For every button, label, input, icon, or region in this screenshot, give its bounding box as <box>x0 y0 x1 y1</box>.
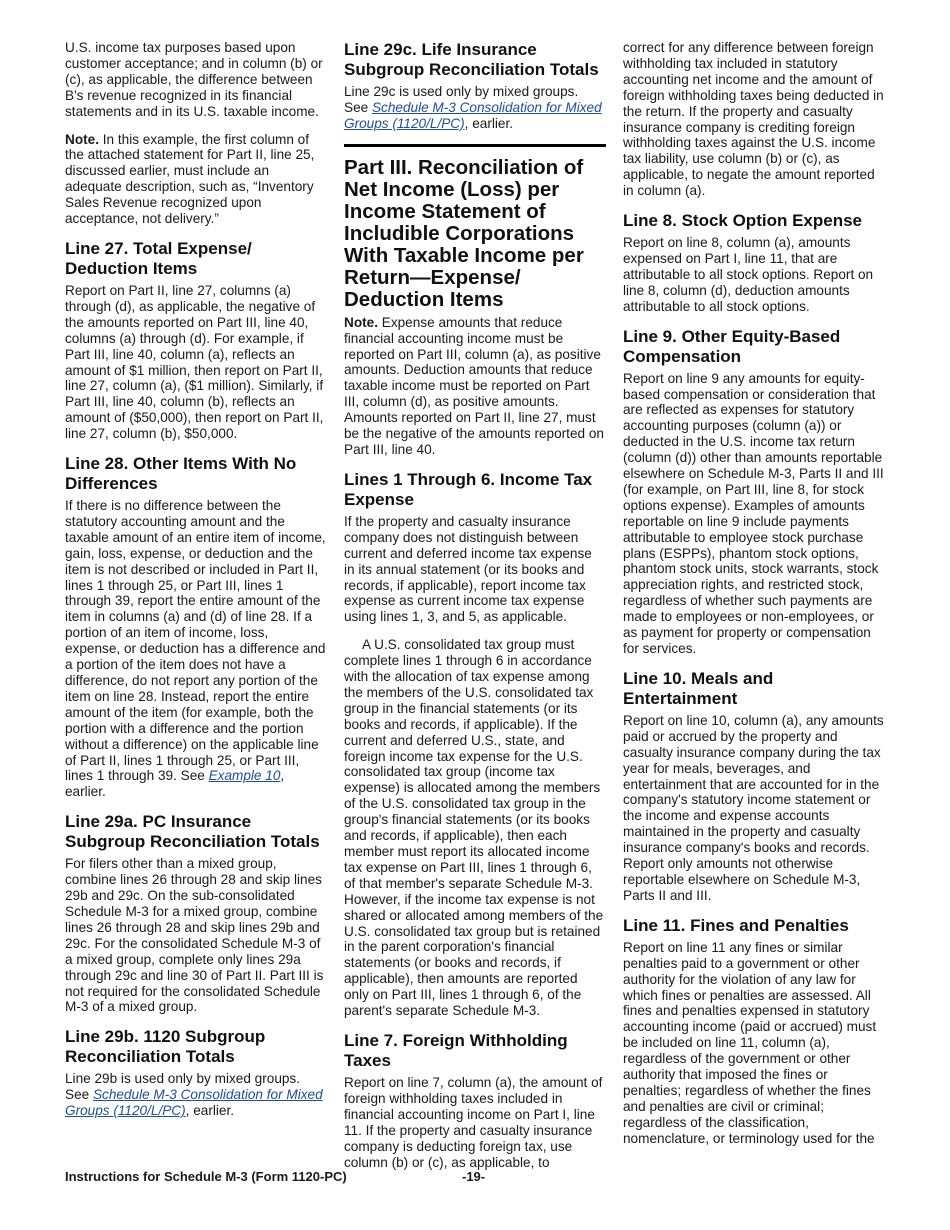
line-28-text: If there is no difference between the statutory accounting amount and the taxable amount of an entire item of income, gain, loss, expense, or deduction and the item is not described or included in Part II, lines 1 through 25, or Part III, lines 1 through 39, report the entire amount of the item in columns (a) and (d) of line 28. If a portion of an item of income, loss, expense, or deduction has a difference and a portion of the item does not have a difference, do not report any portion of the item on line 28. Instead, report the entire amount of the item (for example, both the portion with a difference and the portion without a difference) on the applicable line of Part II, lines 1 through 25, or Part III, lines 1 through 39. See <box>65 498 326 784</box>
paragraph-lines-1-6: If the property and casualty insurance company does not distinguish between current and deferred income tax expense in its annual statement (or its books and records, if applicable), report income tax expense as current income tax expense using lines 1, 3, and 5, as applicable. <box>344 513 592 625</box>
column-left <box>65 40 327 1131</box>
paragraph-line-9: Report on line 9 any amounts for equity-based compensation or consideration that are reflected as expenses for statutory accounting purposes (column (a)) or deducted in the U.S. income tax return (column (d)) other than amounts reportable elsewhere on Schedule M-3, Parts II and III (for example, on Part III, line 8, for stock options expense). Examples of amounts reportable on line 9 include payments attributable to employee stock purchase plans (ESPPs), phantom stock options, phantom stock units, stock warrants, stock appreciation rights, and restricted stock, regardless of whether such payments are made to employees or non-employees, or as payment for property or compensation for services. <box>623 370 884 656</box>
heading-line-10: Line 10. Meals and Entertainment <box>623 668 774 708</box>
heading-line-29a: Line 29a. PC Insurance Subgroup Reconciliation Totals <box>65 812 320 852</box>
paragraph-line-29a: For filers other than a mixed group, combine lines 26 through 28 and skip lines 29b and 29c. On the sub-consolidated Schedule M-3 for a mixed group, combine lines 26 through 28 and skip lines 29b and 29c. For the consolidated Schedule M-3 of a mixed group, complete only lines 29a through 29c and line 30 of Part II. Part III is not required for the consolidated Schedule M-3 of a mixed group. <box>65 856 324 1015</box>
note-example <box>65 132 327 227</box>
mixed-groups-link-29b[interactable]: Schedule M-3 Consolidation for Mixed Groups (1120/L/PC) <box>65 1087 323 1119</box>
note-label: Note. <box>65 131 99 147</box>
paragraph-line-8: Report on line 8, column (a), amounts expensed on Part I, line 11, that are attributable to all stock options. Report on line 8, column (d), deduction amounts attributable to all stock options. <box>623 235 874 314</box>
paragraph-line-11: Report on line 11 any fines or similar penalties paid to a government or other authority for the violation of any law for which fines or penalties are assessed. All fines and penalties expensed in statutory accounting income (paid or accrued) must be included on line 11, column (a), regardless of the government or other authority that imposed the fines or penalties; regardless of whether the fines and penalties are civil or criminal; regardless of the classification, nomenclature, or terminology used for the <box>623 939 877 1146</box>
heading-line-8: Line 8. Stock Option Expense <box>623 211 862 231</box>
heading-line-27: Line 27. Total Expense/ Deduction Items <box>65 238 252 278</box>
page-number: -19- <box>462 1169 486 1184</box>
heading-line-7: Line 7. Foreign Withholding Taxes <box>344 1030 568 1070</box>
heading-line-9: Line 9. Other Equity-Based Compensation <box>623 326 841 366</box>
heading-lines-1-6: Lines 1 Through 6. Income Tax Expense <box>344 469 593 509</box>
example-10-link[interactable]: Example 10 <box>208 768 281 784</box>
note-text: In this example, the first column of the attached statement for Part II, line 25, discussed earlier, must include an adequate description, such as, “Inventory Sales Revenue recognized upon acceptance, not delivery.” <box>65 131 315 227</box>
paragraph-consolidated-group: A U.S. consolidated tax group must complete lines 1 through 6 in accordance with the allocation of tax expense among the members of the U.S. consolidated tax group in the financial statements (or its books and records, if applicable). If the current and deferred U.S., state, and foreign income tax expense for the U.S. consolidated tax group (income tax expense) is allocated among the members of the U.S. consolidated tax group in the group's financial statements (or its books and records, if applicable), then each member must report its allocated income tax expense on Part III, lines 1 through 6, of that member's separate Schedule M-3. However, if the income tax expense is not shared or allocated among members of the U.S. consolidated tax group but is retained in the parent corporation's financial statements (or books and records, if applicable), then amounts are reported only on Part III, lines 1 through 6, of the parent's separate Schedule M-3. <box>344 637 604 1019</box>
heading-line-28: Line 28. Other Items With No Differences <box>65 454 297 494</box>
page-footer <box>65 1169 885 1187</box>
heading-part-3: Part III. Reconciliation of Net Income (Loss) per Income Statement of Includible Corporations With Taxable Income per Return—Expense/ Deduction Items <box>344 155 584 311</box>
part-divider-rule <box>344 144 606 147</box>
paragraph-line-29c <box>344 84 606 132</box>
paragraph-intro-continued: U.S. income tax purposes based upon customer acceptance; and in column (b) or (c), as applicable, the difference between B's revenue recognized in its financial statements and in its U.S. taxable income. <box>65 40 323 119</box>
note-part-3 <box>344 315 606 458</box>
line-28-text-end: , earlier. <box>65 768 285 800</box>
line-29c-text-end: , earlier. <box>464 115 513 131</box>
note-text: Expense amounts that reduce financial accounting income must be reported on Part III, column (a), as positive amounts. Deduction amounts that reduce taxable income must be reported on Part III, column (d), as positive amounts. Amounts reported on Part II, line 27, must be the negative of the amounts reported on Part III, line 40. <box>344 314 604 457</box>
line-29b-text: Line 29b is used only by mixed groups. See <box>65 1071 301 1103</box>
paragraph-line-10: Report on line 10, column (a), any amounts paid or accrued by the property and casualty insurance company during the tax year for meals, beverages, and entertainment that are accounted for in the company's statutory income statement or the income and expense accounts maintained in the property and casualty insurance company's books and records. Report only amounts not otherwise reportable elsewhere on Schedule M-3, Parts II and III. <box>623 712 884 903</box>
heading-line-29b: Line 29b. 1120 Subgroup Reconciliation Totals <box>65 1027 266 1067</box>
note-label: Note. <box>344 314 378 330</box>
paragraph-line-7: Report on line 7, column (a), the amount of foreign withholding taxes included in financial accounting income on Part I, line 11. If the property and casualty insurance company is deducting foreign tax, use column (b) or (c), as applicable, to <box>344 1074 603 1170</box>
heading-line-11: Line 11. Fines and Penalties <box>623 915 849 935</box>
column-right <box>623 40 885 1159</box>
line-29c-text: Line 29c is used only by mixed groups. See <box>344 84 579 115</box>
line-29b-text-end: , earlier. <box>185 1103 234 1119</box>
column-middle <box>344 40 606 1182</box>
mixed-groups-link-29c[interactable]: Schedule M-3 Consolidation for Mixed Groups (1120/L/PC) <box>344 99 602 131</box>
paragraph-line-29b <box>65 1071 327 1119</box>
footer-title: Instructions for Schedule M-3 (Form 1120-PC) <box>65 1169 347 1184</box>
paragraph-line-28 <box>65 498 327 800</box>
paragraph-line-7-continued: correct for any difference between foreign withholding tax included in statutory accounting net income and the amount of foreign withholding taxes being deducted in the return. If the property and casualty insurance company is crediting foreign withholding taxes against the U.S. income tax liability, use column (b) or (c), as applicable, to negate the amount reported in column (a). <box>623 40 884 199</box>
heading-line-29c: Line 29c. Life Insurance Subgroup Reconciliation Totals <box>344 40 599 79</box>
paragraph-line-27: Report on Part II, line 27, columns (a) through (d), as applicable, the negative of the amounts reported on Part III, line 40, columns (a) through (d). For example, if Part III, line 40, column (a), reflects an amount of $1 million, then report on Part II, line 27, column (a), ($1 million). Similarly, if Part III, line 40, column (b), reflects an amount of ($50,000), then report on Part II, line 27, column (b), $50,000. <box>65 282 324 442</box>
